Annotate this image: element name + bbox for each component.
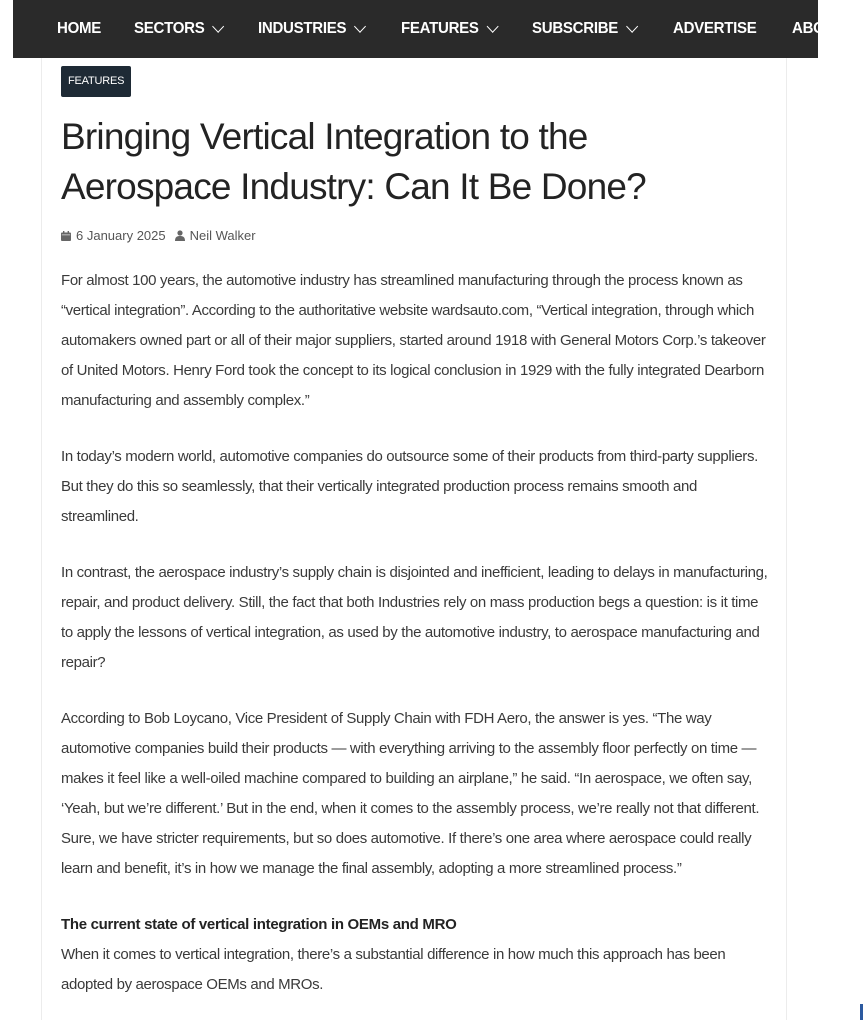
article-paragraph: For almost 100 years, the automotive industry has streamlined manufacturing through the process known as “vertical integration”. According to the authoritative website wardsauto.com, “Vertical integration, through which automakers owned part or all of their major suppliers, started around 1918 with General Motors Corp.’s takeover of United Motors. Henry Ford took the concept to its logical conclusion in 1929 with the fully integrated Dearborn manufacturing and assembly complex.” xyxy=(61,272,766,409)
user-icon xyxy=(175,230,185,241)
article-title: Bringing Vertical Integration to the Aerospace Industry: Can It Be Done? xyxy=(61,116,646,207)
article-date[interactable]: 6 January 2025 xyxy=(76,228,166,243)
nav-sectors[interactable] xyxy=(134,20,222,38)
nav-subscribe[interactable] xyxy=(532,20,636,38)
nav-about-label: ABOUT xyxy=(791,20,844,37)
nav-subscribe-label: SUBSCRIBE xyxy=(532,20,619,37)
nav-industries[interactable] xyxy=(258,20,364,38)
article-paragraph: In today’s modern world, automotive companies do outsource some of their products from third-party suppliers. But they do this so seamlessly, that their vertically integrated production process remains smooth and streamlined. xyxy=(61,448,758,525)
main-navbar xyxy=(13,0,844,58)
article-paragraph: According to Bob Loycano, Vice President of Supply Chain with FDH Aero, the answer is yes. “The way automotive companies build their products — with everything arriving to the assembly floor perfectly on time — makes it feel like a well-oiled machine compared to building an airplane,” he said. “In aerospace, we often say, ‘Yeah, but we’re different.’ But in the end, when it comes to the assembly process, we’re really not that different. Sure, we have stricter requirements, but so does automotive. If there’s one area where aerospace could really learn and benefit, it’s in how we manage the final assembly, adopting a more streamlined process.” xyxy=(61,710,760,877)
category-badge[interactable]: FEATURES xyxy=(61,66,131,97)
chevron-down-icon xyxy=(354,20,366,33)
nav-home-label: HOME xyxy=(57,20,102,37)
chevron-down-icon xyxy=(486,20,498,33)
chevron-down-icon xyxy=(212,20,224,33)
article-meta xyxy=(61,228,256,243)
chevron-down-icon xyxy=(851,20,863,33)
nav-industries-label: INDUSTRIES xyxy=(257,20,347,37)
chevron-down-icon xyxy=(626,20,638,33)
nav-advertise[interactable] xyxy=(673,20,757,38)
nav-features-label: FEATURES xyxy=(400,20,479,37)
article-body xyxy=(61,266,773,1026)
article-author[interactable]: Neil Walker xyxy=(189,228,256,243)
nav-advertise-label: ADVERTISE xyxy=(672,20,757,37)
nav-about[interactable] xyxy=(792,20,862,38)
calendar-icon xyxy=(61,231,71,241)
nav-home[interactable] xyxy=(57,20,101,38)
nav-sectors-label: SECTORS xyxy=(133,20,205,37)
article-paragraph: When it comes to vertical integration, there’s a substantial difference in how much this approach has been adopted by aerospace OEMs and MROs. xyxy=(61,946,726,993)
section-heading: The current state of vertical integration in OEMs and MRO xyxy=(61,916,457,933)
article-paragraph: In contrast, the aerospace industry’s supply chain is disjointed and inefficient, leading to delays in manufacturing, repair, and product delivery. Still, the fact that both Industries rely on mass production begs a question: is it time to apply the lessons of vertical integration, as used by the automotive industry, to aerospace manufacturing and repair? xyxy=(61,564,768,671)
nav-features[interactable] xyxy=(401,20,497,38)
